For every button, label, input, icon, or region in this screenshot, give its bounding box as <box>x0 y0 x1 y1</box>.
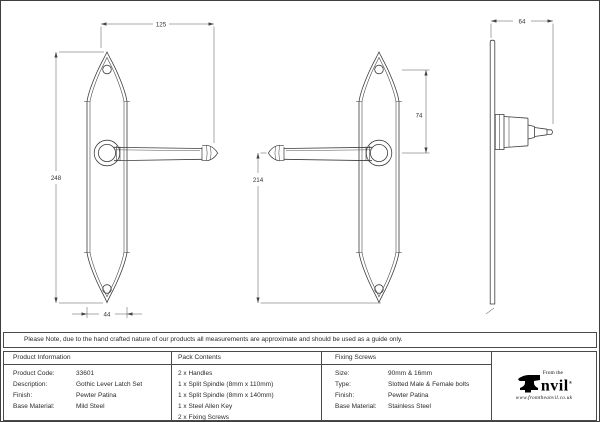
field-label: Base Material: <box>13 403 55 410</box>
list-item: 1 x Split Spindle (8mm x 140mm) <box>178 392 274 399</box>
field-value: Slotted Male & Female bolts <box>388 381 470 388</box>
thickness-tick <box>486 308 494 314</box>
dimension-arrows <box>54 19 553 315</box>
fixing-screws-column <box>322 352 492 420</box>
product-information-column <box>4 352 172 420</box>
field-label: Finish: <box>13 392 33 399</box>
field-value: Gothic Lever Latch Set <box>76 381 143 388</box>
column-header: Product Information <box>4 352 171 365</box>
table-row <box>13 368 171 379</box>
anvil-icon <box>516 373 540 393</box>
technical-drawings <box>1 1 600 332</box>
dim-label-top-to-handle: 74 <box>415 112 423 120</box>
note-bar <box>3 332 597 348</box>
field-value: Pewter Patina <box>76 392 117 399</box>
brand-tagline: From the <box>542 369 563 376</box>
brand-website: www.fromtheanvil.co.uk <box>515 395 573 402</box>
side-view-drawing <box>486 40 553 314</box>
table-row <box>13 379 171 390</box>
dim-label-projection: 64 <box>518 18 526 26</box>
registered-mark: ® <box>568 380 573 386</box>
reverse-view-drawing <box>268 52 402 303</box>
field-value: 90mm & 16mm <box>388 370 433 377</box>
dimension-lines <box>56 21 553 318</box>
field-value: Pewter Patina <box>388 392 429 399</box>
dim-label-top-width: 125 <box>155 21 167 29</box>
column-header: Pack Contents <box>172 352 321 365</box>
field-label: Type: <box>335 381 351 388</box>
field-value: 33601 <box>76 370 95 377</box>
field-value: Stainless Steel <box>388 403 431 410</box>
table-row <box>335 368 491 379</box>
table-row <box>335 379 491 390</box>
brand-logo <box>516 371 573 402</box>
info-table <box>3 351 597 421</box>
list-item: 2 x Handles <box>178 370 213 377</box>
field-label: Size: <box>335 370 350 377</box>
table-row <box>13 390 171 401</box>
list-item: 1 x Steel Allen Key <box>178 403 233 410</box>
note-text: Please Note, due to the hand crafted nature of our products all measurements are approximate and should be used as a guide only. <box>24 336 403 343</box>
field-label: Finish: <box>335 392 355 399</box>
dim-label-reverse-height: 214 <box>252 177 264 184</box>
brand-name: nvil® <box>540 377 573 395</box>
list-item: 1 x Split Spindle (8mm x 110mm) <box>178 381 274 388</box>
field-label: Base Material: <box>335 403 377 410</box>
brand-column <box>492 352 596 420</box>
table-row <box>335 390 491 401</box>
table-row <box>335 401 491 412</box>
pack-contents-column <box>172 352 322 420</box>
field-value: Mild Steel <box>76 403 105 410</box>
column-header: Fixing Screws <box>322 352 491 365</box>
dim-label-bottom-width: 44 <box>103 311 111 319</box>
list-item: 2 x Fixing Screws <box>178 414 229 421</box>
field-label: Description: <box>13 381 48 388</box>
dim-label-height: 248 <box>50 175 62 182</box>
field-label: Product Code: <box>13 370 55 377</box>
table-row <box>13 401 171 412</box>
